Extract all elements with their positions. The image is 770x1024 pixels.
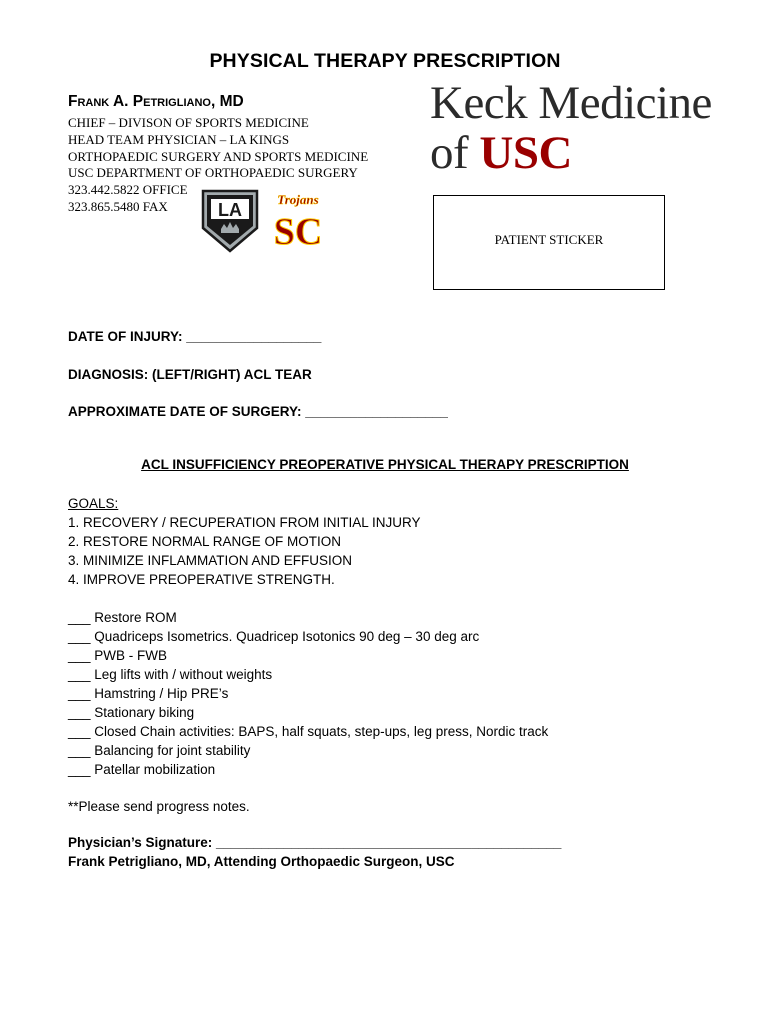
credential-line: ORTHOPAEDIC SURGERY AND SPORTS MEDICINE (68, 148, 369, 164)
signature-line: Physician’s Signature: ______________________________________________ (68, 835, 562, 850)
checklist-item: ___ Closed Chain activities: BAPS, half squats, step-ups, leg press, Nordic track (68, 724, 549, 739)
surgery-date-field: APPROXIMATE DATE OF SURGERY: ___________________ (68, 404, 448, 419)
progress-note: **Please send progress notes. (68, 799, 250, 814)
checklist-item: ___ Leg lifts with / without weights (68, 667, 273, 682)
checklist-item: ___ Quadriceps Isometrics. Quadricep Isotonics 90 deg – 30 deg arc (68, 629, 480, 644)
doctor-name: Frank A. Petrigliano, MD (68, 93, 244, 110)
checklist-item: ___ Stationary biking (68, 705, 195, 720)
physician-name-title: Frank Petrigliano, MD, Attending Orthopaedic Surgeon, USC (68, 854, 455, 869)
checklist-item: ___ Patellar mobilization (68, 762, 216, 777)
keck-line: Keck Medicine (430, 77, 712, 129)
checklist-item: ___ Balancing for joint stability (68, 743, 251, 758)
trojans-wordmark: Trojans (277, 192, 319, 207)
signature-block (68, 833, 561, 871)
page-title: PHYSICAL THERAPY PRESCRIPTION (209, 50, 561, 72)
office-phone: 323.442.5822 OFFICE (68, 182, 188, 198)
goal-item: 1. RECOVERY / RECUPERATION FROM INITIAL INJURY (68, 515, 421, 530)
keck-of: of (430, 127, 469, 179)
credential-line: HEAD TEAM PHYSICIAN – LA KINGS (68, 131, 290, 147)
keck-medicine-logo (430, 78, 712, 178)
section-title: ACL INSUFFICIENCY PREOPERATIVE PHYSICAL THERAPY PRESCRIPTION (141, 457, 629, 472)
la-kings-text: LA (218, 200, 242, 220)
patient-sticker-label: PATIENT STICKER (494, 232, 604, 247)
goals-list (68, 494, 421, 589)
usc-trojans-logo (268, 190, 328, 248)
fax-number: 323.865.5480 FAX (68, 198, 168, 214)
date-of-injury-field: DATE OF INJURY: __________________ (68, 329, 322, 344)
checklist-item: ___ Restore ROM (68, 610, 177, 625)
credential-line: CHIEF – DIVISON OF SPORTS MEDICINE (68, 115, 309, 130)
keck-usc: USC (479, 127, 572, 179)
goal-item: 4. IMPROVE PREOPERATIVE STRENGTH. (68, 572, 335, 587)
la-kings-logo (200, 188, 260, 254)
keck-of-usc-line (430, 128, 712, 178)
sc-interlock: SC (273, 211, 323, 248)
goals-heading: GOALS: (68, 496, 119, 511)
goal-item: 3. MINIMIZE INFLAMMATION AND EFFUSION (68, 553, 353, 568)
checklist-item: ___ Hamstring / Hip PRE’s (68, 686, 229, 701)
therapy-checklist (68, 608, 548, 779)
goal-item: 2. RESTORE NORMAL RANGE OF MOTION (68, 534, 342, 549)
credential-line: USC DEPARTMENT OF ORTHOPAEDIC SURGERY (68, 165, 358, 181)
checklist-item: ___ PWB - FWB (68, 648, 168, 663)
diagnosis-field: DIAGNOSIS: (LEFT/RIGHT) ACL TEAR (68, 367, 312, 382)
